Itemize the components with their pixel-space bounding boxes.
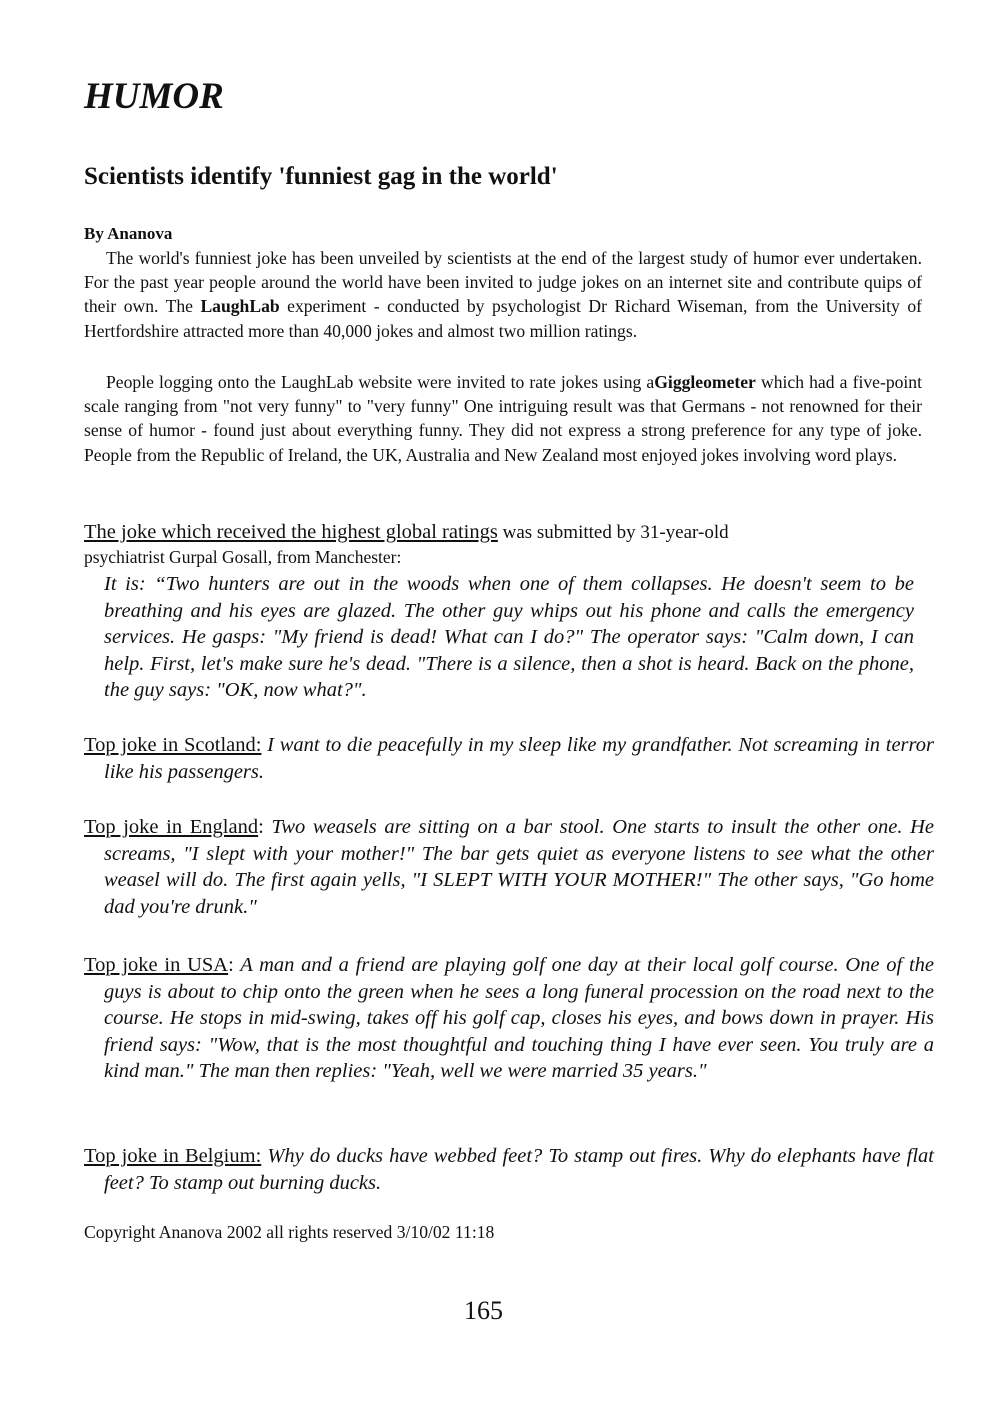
winning-joke-heading: The joke which received the highest global ratings [84, 521, 498, 543]
top-joke-separator: : [228, 954, 234, 976]
giggleometer-name: Giggleometer [654, 372, 756, 392]
copyright-notice: Copyright Ananova 2002 all rights reserved 3/10/02 11:18 [84, 1222, 495, 1242]
winning-joke-intro [84, 519, 912, 570]
top-joke-england [84, 814, 934, 920]
article-headline: Scientists identify 'funniest gag in the world' [84, 163, 558, 190]
byline: By Ananova [84, 224, 173, 243]
top-joke-label: Top joke in USA [84, 954, 229, 976]
intro-p2-text-before: People logging onto the LaughLab website were invited to rate jokes using a [106, 372, 655, 392]
intro-paragraph-1 [84, 246, 922, 343]
winning-joke-submitter-line2: psychiatrist Gurpal Gosall, from Manchester: [84, 547, 402, 567]
top-joke-label: Top joke in Scotland: [84, 734, 262, 756]
page-number: 165 [464, 1296, 503, 1325]
top-joke-text: A man and a friend are playing golf one day at their local golf course. One of the guys is about to chip onto the green when he sees a long funeral procession on the road next to the course. He stops in mid-swing, takes off his golf cap, closes his eyes, and bows down in prayer. His friend says: "Wow, that is the most thoughtful and touching thing I have ever seen. You truly are a kind man." The man then replies: "Yeah, well we were married 35 years." [104, 954, 935, 1083]
top-joke-belgium [84, 1143, 934, 1196]
laughlab-name: LaughLab [200, 296, 280, 317]
top-joke-label: Top joke in Belgium: [84, 1145, 262, 1167]
top-joke-text: I want to die peacefully in my sleep like my grandfather. Not screaming in terror like his passengers. [104, 734, 934, 783]
top-joke-separator: : [258, 816, 264, 838]
top-joke-text: Why do ducks have webbed feet? To stamp out fires. Why do elephants have flat feet? To stamp out burning ducks. [104, 1145, 934, 1194]
intro-p2-text-after: which had a five-point scale ranging from "not very funny" to "very funny" One intriguing result was that Germans - not renowned for their sense of humor - found just about everything funny. They did not express a strong preference for any type of joke. People from the Republic of Ireland, the UK, Australia and New Zealand most enjoyed jokes involving word plays. [84, 372, 922, 465]
section-title: HUMOR [84, 76, 224, 117]
top-joke-text: Two weasels are sitting on a bar stool. One starts to insult the other one. He screams, "I slept with your mother!" The bar gets quiet as everyone listens to see what the other weasel will do. The first again yells, "I SLEPT WITH YOUR MOTHER!" The other says, "Go home dad you're drunk." [104, 816, 934, 918]
intro-paragraph-2 [84, 370, 922, 467]
top-joke-scotland [84, 732, 934, 785]
top-joke-label: Top joke in England [84, 816, 259, 838]
top-joke-usa [84, 952, 934, 1085]
intro-p1-text-before: The world's funniest joke has been unveiled by scientists at the end of the largest study of humor ever undertaken. For the past year people around the world have been invited to judge jokes on an internet site and contribute quips of their own. The [84, 248, 922, 317]
winning-joke-submitter: was submitted by 31-year-old [497, 522, 729, 543]
intro-p1-text-after: experiment - conducted by psychologist Dr Richard Wiseman, from the University of Hertfordshire attracted more than 40,000 jokes and almost two million ratings. [84, 296, 922, 341]
winning-joke-text: It is: “Two hunters are out in the woods when one of them collapses. He doesn't seem to be breathing and his eyes are glazed. The other guy whips out his phone and calls the emergency services. He gasps: "My friend is dead! What can I do?" The operator says: "Calm down, I can help. First, let's make sure he's dead. "There is a silence, then a shot is heard. Back on the phone, the guy says: "OK, now what?". [104, 573, 914, 702]
